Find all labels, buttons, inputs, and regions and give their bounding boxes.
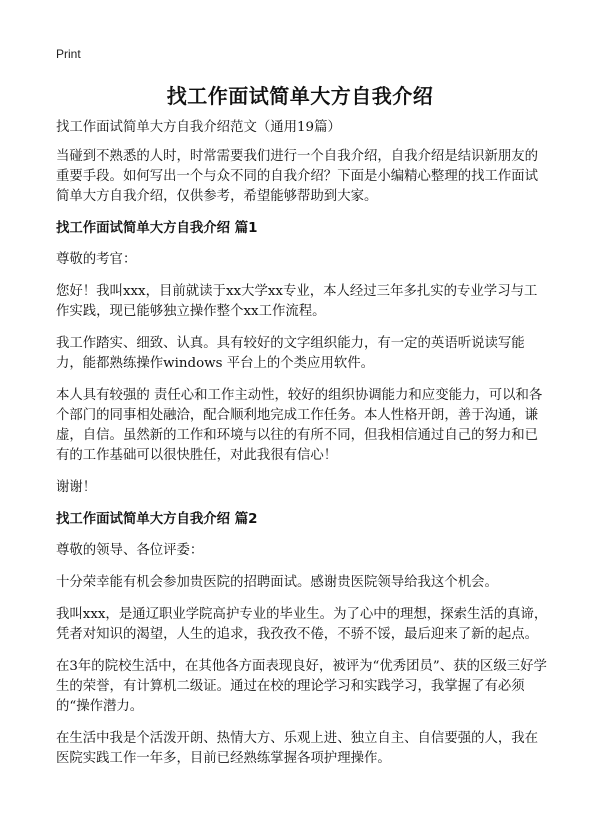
salutation: 尊敬的领导、各位评委： (56, 543, 204, 558)
salutation: 尊敬的考官： (56, 252, 137, 267)
section-2 (56, 510, 548, 769)
print-link[interactable]: Print (56, 47, 81, 61)
body-paragraph: 十分荣幸能有机会参加贵医院的招聘面试。感谢贵医院领导给我这个机会。 (56, 575, 498, 590)
page-title: 找工作面试简单大方自我介绍 (166, 84, 434, 108)
intro-paragraph: 当碰到不熟悉的人时，时常需要我们进行一个自我介绍，自我介绍是结识新朋友的重要手段。如何写出一个与众不同的自我介绍？下面是小编精心整理的找工作面试简单大方自我介绍，仅供参考，希望能够帮助到大家。 (56, 149, 539, 204)
body-paragraph: 本人具有较强的 责任心和工作主动性，较好的组织协调能力和应变能力，可以和各个部门的同事相处融洽，配合顺利地完成工作任务。本人性格开朗，善于沟通，谦虚，自信。虽然新的工作和环境与以往的有所不同，但我相信通过自己的努力和已有的工作基础可以很快胜任，对此我很有信心！ (56, 388, 543, 463)
body-paragraph: 您好！我叫xxx，目前就读于xx大学xx专业，本人经过三年多扎实的专业学习与工作实践，现已能够独立操作整个xx工作流程。 (56, 284, 538, 319)
document-subtitle: 找工作面试简单大方自我介绍范文（通用19篇） (56, 120, 341, 135)
section-1 (56, 219, 548, 498)
document-body (56, 118, 548, 781)
section-heading: 找工作面试简单大方自我介绍 篇2 (56, 512, 258, 527)
body-paragraph: 我叫xxx，是通辽职业学院高护专业的毕业生。为了心中的理想，探索生活的真谛，凭者对知识的渴望，人生的追求，我孜孜不倦，不骄不馁，最后迎来了新的起点。 (56, 607, 548, 642)
body-paragraph: 在3年的院校生活中，在其他各方面表现良好，被评为“优秀团员”、获的区级三好学生的荣誉，有计算机二级证。通过在校的理论学习和实践学习，我掌握了有必须的“操作潜力。 (56, 659, 547, 714)
section-heading: 找工作面试简单大方自我介绍 篇1 (56, 221, 258, 236)
closing: 谢谢！ (56, 480, 97, 495)
body-paragraph: 在生活中我是个活泼开朗、热情大方、乐观上进、独立自主、自信要强的人，我在医院实践工作一年多，目前已经熟练掌握各项护理操作。 (56, 731, 539, 766)
body-paragraph: 我工作踏实、细致、认真。具有较好的文字组织能力，有一定的英语听说读写能力，能都熟练操作windows 平台上的个类应用软件。 (56, 336, 525, 371)
